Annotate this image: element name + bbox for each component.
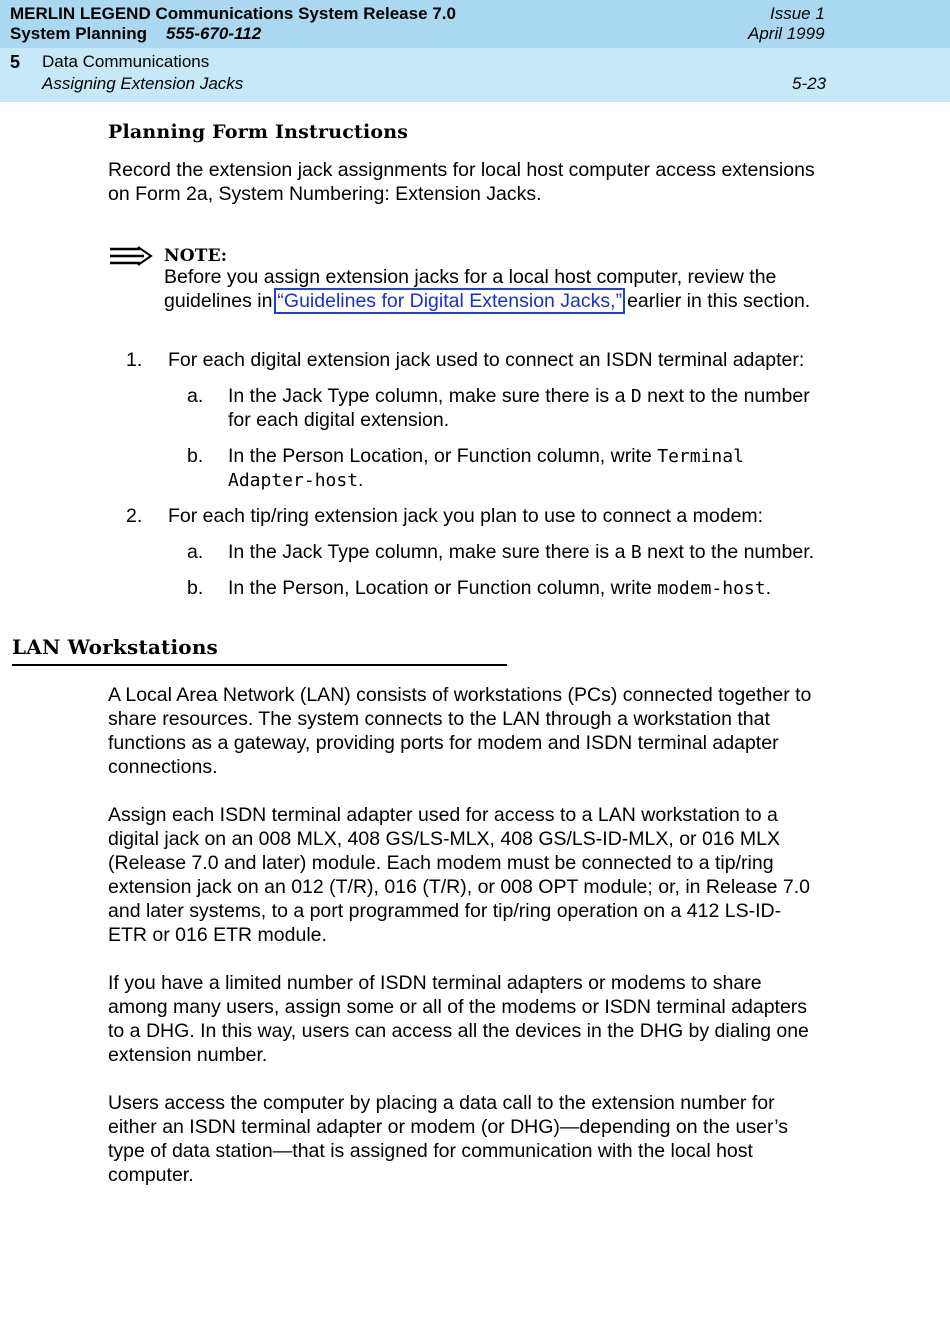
lan-paragraph-line: functions as a gateway, providing ports for modem and ISDN terminal adapter	[108, 732, 779, 754]
lan-paragraph-line: computer.	[108, 1164, 194, 1186]
substep-text-post: next to the number	[641, 385, 810, 407]
planning-heading: Planning Form Instructions	[108, 121, 409, 143]
note-line1: Before you assign extension jacks for a local host computer, review the	[164, 266, 777, 288]
note-line2	[164, 289, 810, 313]
issue-label: Issue 1	[770, 4, 825, 23]
substep-text-post: .	[765, 577, 772, 599]
substep-text	[228, 540, 814, 565]
substep-text-line2	[228, 468, 363, 493]
lan-paragraph-line: extension jack on an 012 (T/R), 016 (T/R), or 008 OPT module; or, in Release 7.0	[108, 876, 810, 898]
page-number: 5-23	[792, 74, 827, 93]
guidelines-link[interactable]: “Guidelines for Digital Extension Jacks,”	[274, 288, 625, 314]
substep-letter: a.	[187, 385, 204, 407]
jack-type-code: D	[630, 386, 642, 407]
issue-date: April 1999	[748, 24, 825, 43]
lan-paragraph-line: (Release 7.0 and later) module. Each modem must be connected to a tip/ring	[108, 852, 774, 874]
function-code: Terminal	[657, 446, 744, 467]
section-divider	[12, 664, 507, 666]
lan-paragraph-line: Assign each ISDN terminal adapter used for access to a LAN workstation to a	[108, 804, 778, 826]
jack-type-code: B	[630, 542, 642, 563]
step-number: 2.	[126, 505, 143, 527]
lan-paragraph-line: among many users, assign some or all of the modems or ISDN terminal adapters	[108, 996, 808, 1018]
note-line2-pre: guidelines in	[164, 290, 273, 312]
lan-paragraph-line: If you have a limited number of ISDN terminal adapters or modems to share	[108, 972, 762, 994]
lan-paragraph-line: extension number.	[108, 1044, 268, 1066]
step-text: For each tip/ring extension jack you plan to use to connect a modem:	[168, 505, 764, 527]
step-number: 1.	[126, 349, 143, 371]
doc-subtitle: System Planning	[10, 24, 147, 43]
planning-intro-line1: Record the extension jack assignments for local host computer access extensions	[108, 159, 815, 181]
lan-paragraph-line: and later systems, to a port programmed for tip/ring operation on a 412 LS-ID-	[108, 900, 782, 922]
lan-paragraph-line: ETR or 016 ETR module.	[108, 924, 327, 946]
doc-title: MERLIN LEGEND Communications System Release 7.0	[10, 4, 456, 23]
substep-letter: b.	[187, 445, 204, 467]
planning-intro-line2: on Form 2a, System Numbering: Extension Jacks.	[108, 183, 542, 205]
function-code: modem-host	[657, 578, 766, 599]
substep-text-pre: In the Person Location, or Function column, write	[228, 445, 658, 467]
lan-paragraph-line: digital jack on an 008 MLX, 408 GS/LS-MLX, 408 GS/LS-ID-MLX, or 016 MLX	[108, 828, 780, 850]
doc-number: 555-670-112	[166, 24, 262, 43]
substep-text-post: next to the number.	[641, 541, 815, 563]
function-code-cont: Adapter-host	[228, 470, 359, 491]
note-pencil-icon	[108, 246, 154, 266]
substep-text-pre: In the Person, Location or Function column, write	[228, 577, 658, 599]
lan-paragraph-line: A Local Area Network (LAN) consists of workstations (PCs) connected together to	[108, 684, 812, 706]
substep-letter: a.	[187, 541, 204, 563]
substep-text-line2: for each digital extension.	[228, 409, 450, 431]
lan-paragraph-line: connections.	[108, 756, 218, 778]
chapter-number: 5	[10, 52, 21, 72]
section-title: Assigning Extension Jacks	[42, 74, 244, 93]
substep-text-post: .	[358, 469, 364, 491]
substep-text	[228, 444, 744, 469]
note-label: NOTE:	[164, 246, 228, 266]
lan-paragraph-line: either an ISDN terminal adapter or modem (or DHG)—depending on the user’s	[108, 1116, 788, 1138]
substep-text	[228, 576, 771, 601]
lan-paragraph-line: to a DHG. In this way, users can access all the devices in the DHG by dialing one	[108, 1020, 809, 1042]
lan-paragraph-line: Users access the computer by placing a data call to the extension number for	[108, 1092, 775, 1114]
substep-text-pre: In the Jack Type column, make sure there is a	[228, 385, 631, 407]
substep-letter: b.	[187, 577, 204, 599]
substep-text-pre: In the Jack Type column, make sure there is a	[228, 541, 631, 563]
lan-heading: LAN Workstations	[12, 635, 219, 659]
note-line2-post: earlier in this section.	[627, 290, 811, 312]
lan-paragraph-line: share resources. The system connects to the LAN through a workstation that	[108, 708, 770, 730]
lan-paragraph-line: type of data station—that is assigned for communication with the local host	[108, 1140, 753, 1162]
page-header	[0, 0, 950, 102]
chapter-title: Data Communications	[42, 52, 210, 71]
step-text: For each digital extension jack used to connect an ISDN terminal adapter:	[168, 349, 805, 371]
substep-text	[228, 384, 810, 409]
